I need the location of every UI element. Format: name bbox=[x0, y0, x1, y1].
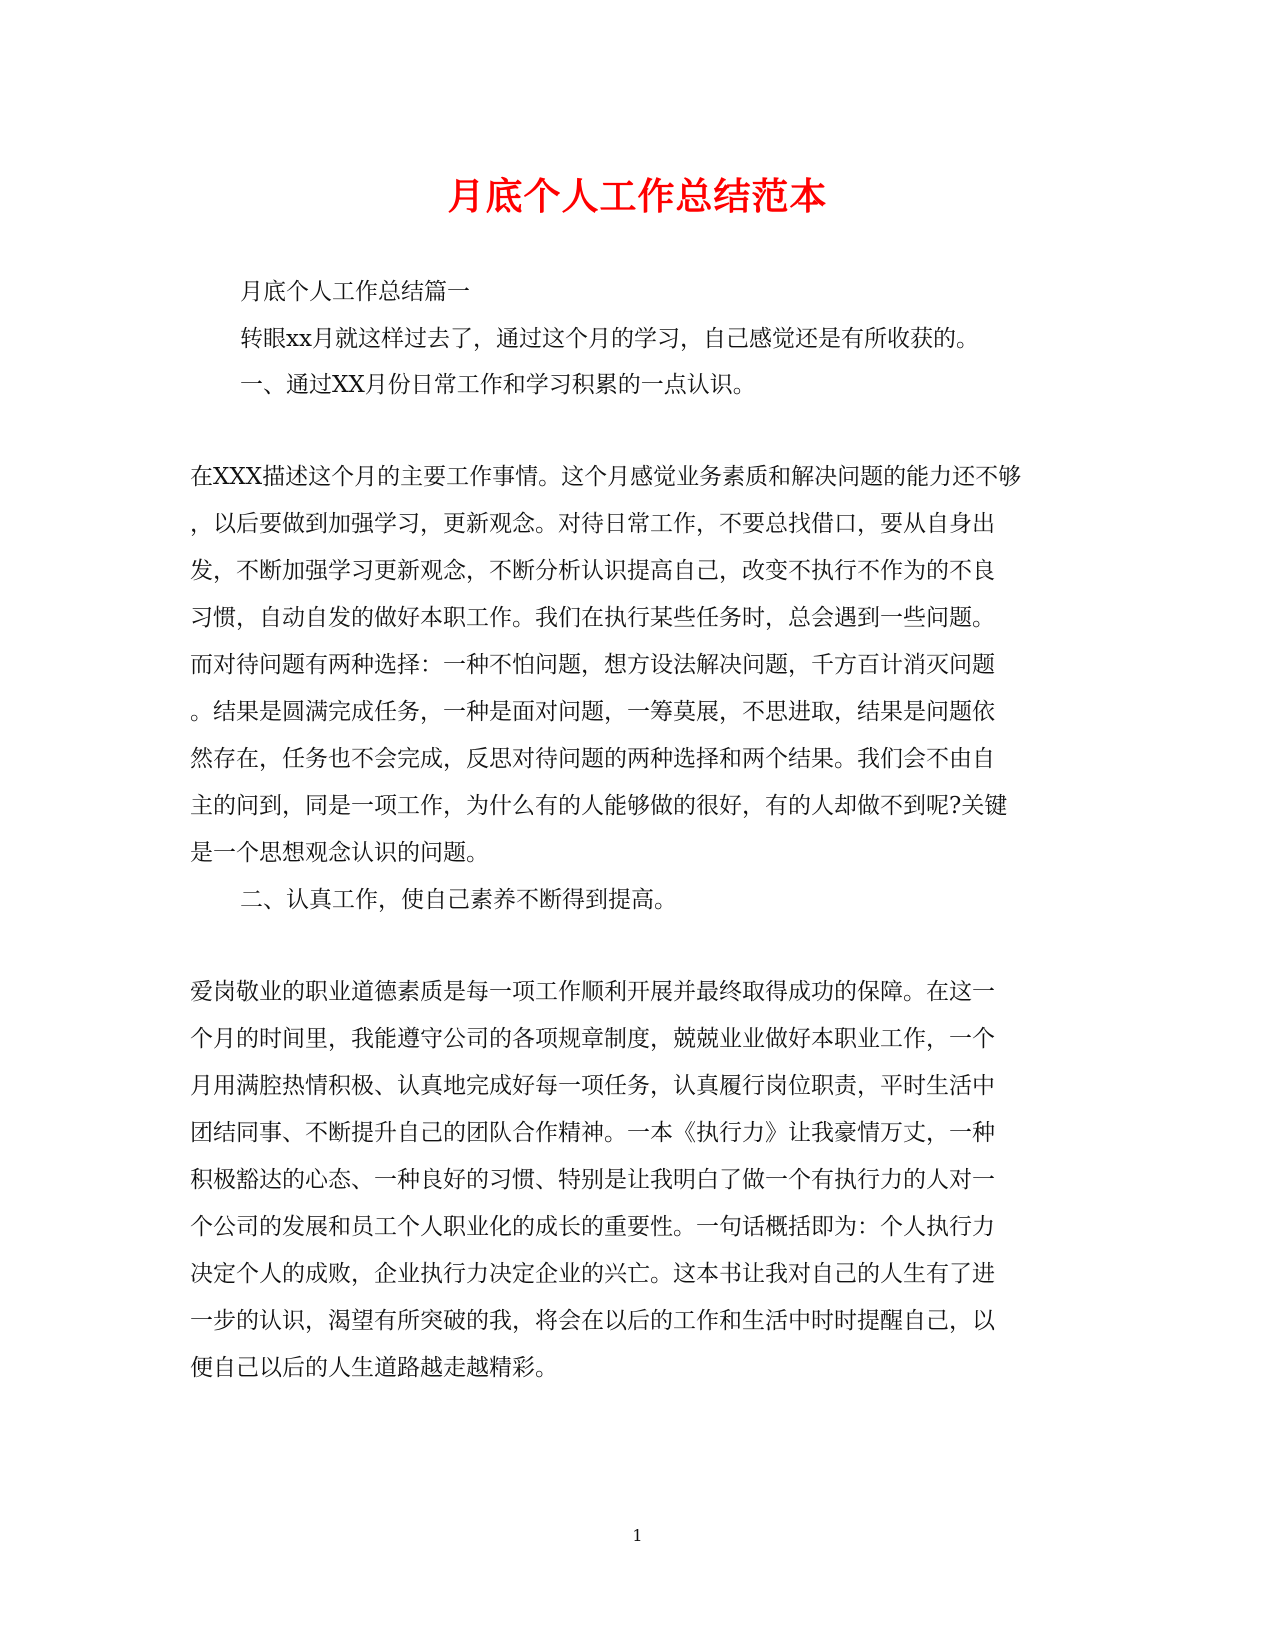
paragraph-line: 。结果是圆满完成任务，一种是面对问题，一筹莫展，不思进取，结果是问题依 bbox=[190, 699, 995, 725]
intro-line: 转眼xx月就这样过去了，通过这个月的学习，自己感觉还是有所收获的。 bbox=[240, 326, 979, 352]
paragraph-line: 决定个人的成败，企业执行力决定企业的兴亡。这本书让我对自己的人生有了进 bbox=[190, 1261, 995, 1287]
paragraph-line: 主的问到，同是一项工作，为什么有的人能够做的很好，有的人却做不到呢?关键 bbox=[190, 793, 1008, 819]
paragraph-line: 个公司的发展和员工个人职业化的成长的重要性。一句话概括即为：个人执行力 bbox=[190, 1214, 995, 1240]
page-number: 1 bbox=[632, 1526, 643, 1545]
paragraph-line: 一步的认识，渴望有所突破的我，将会在以后的工作和生活中时时提醒自己，以 bbox=[190, 1308, 995, 1334]
point2-heading: 二、认真工作，使自己素养不断得到提高。 bbox=[240, 887, 677, 913]
paragraph-line: 便自己以后的人生道路越走越精彩。 bbox=[190, 1355, 558, 1381]
point1-heading: 一、通过XX月份日常工作和学习积累的一点认识。 bbox=[240, 372, 756, 398]
paragraph-line: ，以后要做到加强学习，更新观念。对待日常工作，不要总找借口，要从自身出 bbox=[190, 511, 995, 537]
paragraph-line: 而对待问题有两种选择：一种不怕问题，想方设法解决问题，千方百计消灭问题 bbox=[190, 652, 995, 678]
paragraph-line: 在XXX描述这个月的主要工作事情。这个月感觉业务素质和解决问题的能力还不够 bbox=[190, 464, 1022, 490]
document-title: 月底个人工作总结范本 bbox=[447, 174, 828, 218]
paragraph-line: 习惯，自动自发的做好本职工作。我们在执行某些任务时，总会遇到一些问题。 bbox=[190, 605, 995, 631]
paragraph-line: 个月的时间里，我能遵守公司的各项规章制度，兢兢业业做好本职业工作，一个 bbox=[190, 1026, 995, 1052]
paragraph-line: 团结同事、不断提升自己的团队合作精神。一本《执行力》让我豪情万丈，一种 bbox=[190, 1120, 995, 1146]
paragraph-line: 月用满腔热情积极、认真地完成好每一项任务，认真履行岗位职责，平时生活中 bbox=[190, 1073, 995, 1099]
paragraph-line: 积极豁达的心态、一种良好的习惯、特别是让我明白了做一个有执行力的人对一 bbox=[190, 1167, 995, 1193]
paragraph-line: 然存在，任务也不会完成，反思对待问题的两种选择和两个结果。我们会不由自 bbox=[190, 746, 995, 772]
section-heading: 月底个人工作总结篇一 bbox=[240, 279, 470, 305]
paragraph-line: 爱岗敬业的职业道德素质是每一项工作顺利开展并最终取得成功的保障。在这一 bbox=[190, 979, 995, 1005]
paragraph-line: 是一个思想观念认识的问题。 bbox=[190, 840, 489, 866]
paragraph-line: 发，不断加强学习更新观念，不断分析认识提高自己，改变不执行不作为的不良 bbox=[190, 558, 995, 584]
